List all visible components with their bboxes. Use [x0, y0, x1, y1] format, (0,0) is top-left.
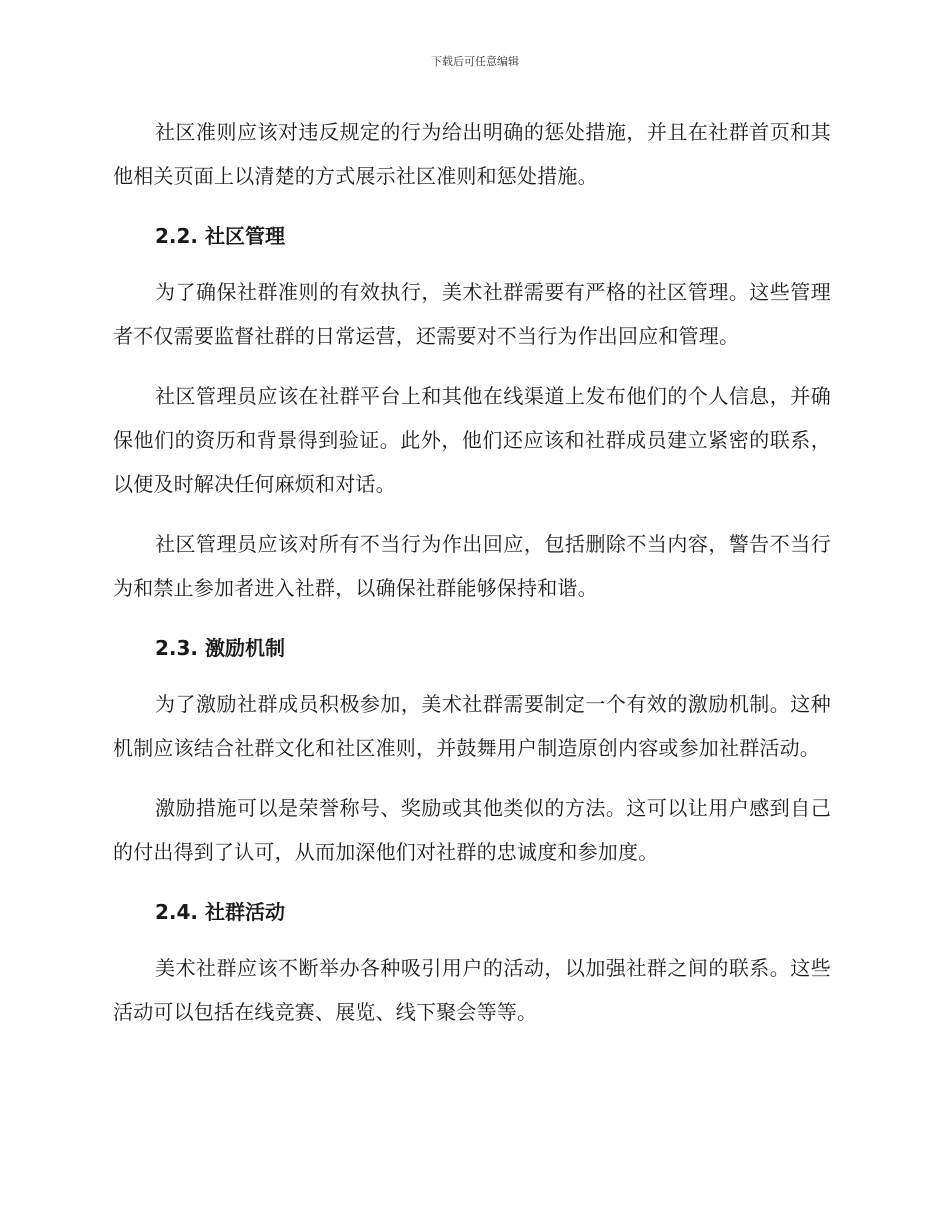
paragraph-admin-response: 社区管理员应该对所有不当行为作出回应，包括删除不当内容，警告不当行为和禁止参加者进入社群，以确保社群能够保持和谐。: [113, 532, 831, 600]
section-heading-incentive-mechanism: 2.3. 激励机制: [155, 636, 285, 660]
document-body: [113, 110, 831, 1050]
paragraph-incentive-measures: 激励措施可以是荣誉称号、奖励或其他类似的方法。这可以让用户感到自己的付出得到了认可，从而加深他们对社群的忠诚度和参加度。: [113, 796, 831, 864]
section-heading-community-management: 2.2. 社区管理: [155, 224, 285, 248]
paragraph-admin-info: 社区管理员应该在社群平台上和其他在线渠道上发布他们的个人信息，并确保他们的资历和背景得到验证。此外，他们还应该和社群成员建立紧密的联系，以便及时解决任何麻烦和对话。: [113, 384, 831, 496]
paragraph-management-purpose: 为了确保社群准则的有效执行，美术社群需要有严格的社区管理。这些管理者不仅需要监督社群的日常运营，还需要对不当行为作出回应和管理。: [113, 280, 831, 348]
paragraph-penalty-rules: 社区准则应该对违反规定的行为给出明确的惩处措施，并且在社群首页和其他相关页面上以清楚的方式展示社区准则和惩处措施。: [113, 120, 831, 188]
paragraph-activities: 美术社群应该不断举办各种吸引用户的活动，以加强社群之间的联系。这些活动可以包括在线竞赛、展览、线下聚会等等。: [113, 956, 831, 1024]
section-heading-community-activities: 2.4. 社群活动: [155, 900, 285, 924]
page-header-note: 下载后可任意编辑: [431, 55, 519, 68]
paragraph-incentive-purpose: 为了激励社群成员积极参加，美术社群需要制定一个有效的激励机制。这种机制应该结合社群文化和社区准则，并鼓舞用户制造原创内容或参加社群活动。: [113, 692, 831, 760]
